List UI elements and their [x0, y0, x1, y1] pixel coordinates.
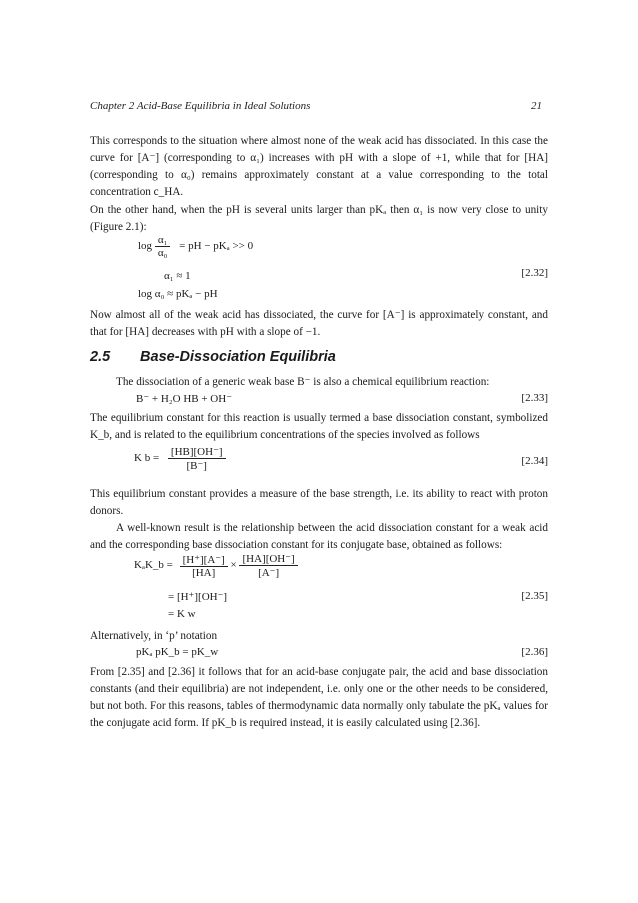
- paragraph-1: This corresponds to the situation where almost none of the weak acid has dissociated. In this case the curve for [A⁻] (corresponding to α₁) increases with pH with a slope of +1, while that for [HA] (corresponding to α₀) remains approximately constant at a value corresponding to the total concentration c_HA.: [90, 135, 548, 198]
- eq235-times: ×: [230, 559, 237, 572]
- paragraph-4: The dissociation of a generic weak base B⁻ is also a chemical equilibrium reaction:: [116, 376, 490, 388]
- running-header: [90, 100, 542, 112]
- eq234-fraction: [168, 445, 226, 472]
- eq232-fraction: [155, 234, 171, 259]
- paragraph-8: Alternatively, in ‘p’ notation: [90, 630, 218, 642]
- eq232-numerator: α₁: [155, 234, 171, 247]
- eq235-denominator-1: [HA]: [192, 566, 216, 579]
- eq232-denominator: α₀: [157, 247, 168, 259]
- eq235-fraction-1: [180, 553, 228, 579]
- eq236-label: [2.36]: [521, 646, 548, 658]
- eq235-numerator-1: [H⁺][A⁻]: [180, 553, 228, 567]
- paragraph-9: From [2.35] and [2.36] it follows that for an acid-base conjugate pair, the acid and base dissociation constants (and their equilibria) are not independent, i.e. only one or the other needs to be considered, but not both. For this reasons, tables of thermodynamic data normally only tabulate the pKₐ values for the conjugate acid form. If pK_b is required instead, it is easily calculated using [2.36].: [90, 666, 548, 729]
- eq235-line2: = [H⁺][OH⁻]: [168, 591, 228, 603]
- eq232-label: [2.32]: [521, 267, 548, 279]
- section-title: Base-Dissociation Equilibria: [140, 349, 336, 365]
- paragraph-5: The equilibrium constant for this reaction is usually termed a base dissociation constant, symbolized K_b, and is related to the equilibrium concentrations of the species involved as follows: [90, 412, 548, 441]
- section-number: 2.5: [90, 349, 111, 365]
- equation-2-35: [90, 552, 548, 618]
- eq235-lhs: KₐK_b =: [134, 559, 173, 572]
- page-number: 21: [531, 100, 542, 112]
- section-heading: [90, 349, 548, 365]
- equation-2-33: [90, 392, 548, 408]
- eq235-label: [2.35]: [521, 590, 548, 602]
- eq234-denominator: [B⁻]: [186, 460, 207, 472]
- eq233-reaction: B⁻ + H₂O HB + OH⁻: [136, 393, 232, 405]
- eq232-rhs: = pH − pKₐ >> 0: [179, 240, 254, 253]
- eq235-line3: = K w: [168, 608, 196, 620]
- paragraph-7: A well-known result is the relationship between the acid dissociation constant for a weak acid and the corresponding base dissociation constant for its conjugate base, obtained as follows:: [90, 522, 548, 551]
- eq235-numerator-2: [HA][OH⁻]: [239, 552, 297, 566]
- eq236-expression: pKₐ pK_b = pK_w: [136, 646, 219, 658]
- eq232-line2: α₁ ≈ 1: [164, 270, 191, 282]
- paragraph-2: On the other hand, when the pH is several units larger than pKₐ then α₁ is now very close to unity (Figure 2.1):: [90, 204, 548, 233]
- eq232-log: log: [138, 240, 153, 253]
- equation-2-32: [90, 234, 548, 304]
- chapter-title: Chapter 2 Acid-Base Equilibria in Ideal Solutions: [90, 100, 311, 112]
- eq234-lhs: K b =: [134, 452, 160, 465]
- eq234-label: [2.34]: [521, 455, 548, 467]
- paragraph-3: Now almost all of the weak acid has dissociated, the curve for [A⁻] is approximately constant, and that for [HA] decreases with pH with a slope of −1.: [90, 309, 548, 338]
- equation-2-34: [90, 445, 548, 481]
- eq235-denominator-2: [A⁻]: [258, 567, 280, 579]
- eq233-label: [2.33]: [521, 392, 548, 404]
- paragraph-6: This equilibrium constant provides a measure of the base strength, i.e. its ability to react with proton donors.: [90, 488, 548, 517]
- eq232-line3: log α₀ ≈ pKₐ − pH: [138, 288, 218, 300]
- equation-2-36: [90, 646, 548, 662]
- eq235-fraction-2: [239, 552, 297, 579]
- eq234-numerator: [HB][OH⁻]: [168, 445, 226, 459]
